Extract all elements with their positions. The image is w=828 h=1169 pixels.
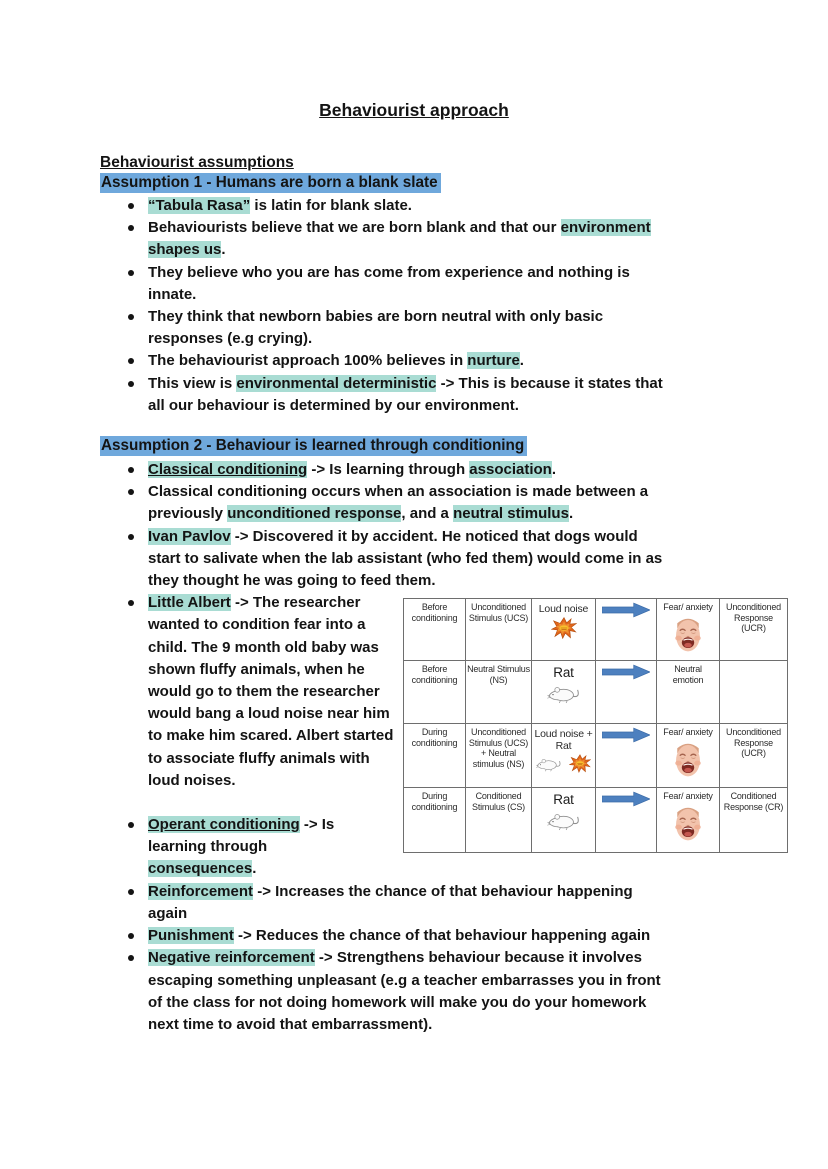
- arrow-right-icon: [602, 664, 650, 680]
- highlighted-term: nurture: [467, 352, 520, 370]
- text-run: .: [252, 860, 257, 878]
- arrow-right-icon: [602, 602, 650, 618]
- text-run: .: [551, 461, 556, 479]
- cell-response-type: Unconditioned Response (UCR): [720, 724, 788, 788]
- text-run: .: [221, 241, 226, 259]
- cell-stimulus: [532, 724, 596, 788]
- highlighted-term: Ivan Pavlov: [148, 527, 231, 545]
- text-run: .: [568, 505, 574, 523]
- text-run: is latin for blank slate.: [250, 197, 412, 214]
- bullet-punishment: [100, 925, 674, 947]
- highlighted-term: environmental deterministic: [236, 374, 437, 392]
- assumption-2-heading: Assumption 2 - Behaviour is learned through conditioning: [100, 436, 527, 456]
- stimulus-label: Rat: [553, 665, 574, 680]
- bullet-newborn: [100, 306, 674, 350]
- crying-baby-icon: [673, 615, 703, 653]
- cell-response-type: Unconditioned Response (UCR): [720, 599, 788, 661]
- cell-response: [657, 661, 720, 724]
- cell-arrow: [596, 788, 657, 853]
- table-row-during-ucs-ns: [404, 724, 788, 788]
- explosion-icon: [551, 617, 577, 639]
- cell-stimulus-type: Unconditioned Stimulus (UCS): [466, 599, 532, 661]
- assumption-2-heading-row: [100, 436, 828, 456]
- bullet-association-detail: [100, 481, 674, 525]
- assumption-1-list: [100, 195, 674, 417]
- arrow-right-icon: [602, 791, 650, 807]
- stimulus-label: Loud noise: [538, 603, 589, 615]
- text-run: -> Is learning through: [307, 461, 470, 479]
- highlighted-term: Little Albert: [148, 594, 231, 612]
- cell-stimulus: [532, 788, 596, 853]
- cell-phase: During conditioning: [404, 788, 466, 853]
- cell-response-type: [720, 661, 788, 724]
- text-run: -> The researcher wanted to condition fear into a child. The 9 month old baby was shown fluffy animals, when he would go to them the researcher would bang a loud noise near him to make him scared. Albert started to associate fluffy animals with loud noises.: [148, 594, 394, 789]
- bullet-reinforcement: [100, 881, 674, 925]
- cell-stimulus-type: Neutral Stimulus (NS): [466, 661, 532, 724]
- bullet-ivan-pavlov: [100, 526, 674, 593]
- bullet-determinism: [100, 373, 674, 417]
- cell-phase: Before conditioning: [404, 661, 466, 724]
- cell-arrow: [596, 599, 657, 661]
- response-label: Fear/ anxiety: [663, 727, 713, 737]
- bullet-nurture: [100, 350, 674, 372]
- cell-stimulus-type: Unconditioned Stimulus (UCS) + Neutral stimulus (NS): [466, 724, 532, 788]
- rat-icon: [536, 755, 562, 772]
- bullet-environment: [100, 217, 674, 261]
- rat-icon: [547, 682, 581, 704]
- text-run: This view is: [148, 374, 237, 392]
- bullet-operant-conditioning: [100, 814, 378, 881]
- page-title: Behaviourist approach: [319, 100, 509, 120]
- text-run: -> This is because it states that all our behaviour is determined by our environment.: [148, 374, 663, 414]
- text-run: They believe who you are has come from experience and nothing is innate.: [148, 263, 630, 303]
- table-row-before-ucs: [404, 599, 788, 661]
- section-heading-row: [100, 153, 828, 172]
- conditioning-table: [403, 598, 788, 853]
- bullet-little-albert: [100, 592, 400, 792]
- highlighted-term: environment shapes us: [148, 219, 651, 259]
- cell-response: [657, 724, 720, 788]
- highlighted-term: Negative reinforcement: [148, 949, 315, 967]
- cell-stimulus: [532, 599, 596, 661]
- cell-response-type: Conditioned Response (CR): [720, 788, 788, 853]
- highlighted-term: “Tabula Rasa”: [148, 197, 251, 214]
- text-run: , and a: [401, 505, 454, 523]
- highlighted-term: Reinforcement: [148, 882, 254, 900]
- text-run: -> Increases the chance of that behaviour happening again: [148, 882, 633, 922]
- crying-baby-icon: [673, 804, 703, 842]
- assumption-1-heading-row: [100, 173, 828, 193]
- highlighted-term: consequences: [148, 860, 253, 878]
- bullet-negative-reinforcement: [100, 947, 674, 1036]
- highlighted-term: Operant conditioning: [148, 816, 300, 834]
- cell-response: [657, 788, 720, 853]
- highlighted-term: unconditioned response: [227, 505, 402, 523]
- crying-baby-icon: [673, 740, 703, 778]
- title-row: [0, 0, 828, 122]
- cell-response: [657, 599, 720, 661]
- explosion-icon: [569, 754, 591, 773]
- text-run: -> Reduces the chance of that behaviour happening again: [233, 927, 651, 945]
- text-run: .: [519, 352, 524, 370]
- cell-stimulus: [532, 661, 596, 724]
- text-run: -> Strengthens behaviour because it involves escaping something unpleasant (e.g a teacher embarrasses you in front of the class for not doing homework will make you do your homework next time to avoid that embarrassment).: [148, 949, 661, 1033]
- response-label: Neutral emotion: [672, 664, 704, 685]
- text-run: -> Is learning through: [148, 816, 335, 856]
- response-label: Fear/ anxiety: [663, 791, 713, 801]
- section-heading: Behaviourist assumptions: [100, 154, 294, 171]
- highlighted-term: association: [469, 461, 552, 479]
- text-run: -> Discovered it by accident. He noticed that dogs would start to salivate when the lab assistant (who fed them) would come in as they thought he was going to feed them.: [148, 527, 663, 590]
- bullet-tabula-rasa: [100, 195, 674, 217]
- text-run: Classical conditioning occurs when an association is made between a previously: [148, 483, 649, 523]
- text-run: The behaviourist approach 100% believes in: [148, 352, 468, 370]
- assumption-1-heading: Assumption 1 - Humans are born a blank slate: [100, 173, 441, 193]
- bullet-classical-conditioning: [100, 459, 674, 481]
- cell-phase: During conditioning: [404, 724, 466, 788]
- cell-stimulus-type: Conditioned Stimulus (CS): [466, 788, 532, 853]
- text-run: They think that newborn babies are born neutral with only basic responses (e.g crying).: [148, 308, 604, 348]
- bullet-experience: [100, 262, 674, 306]
- table-row-before-ns: [404, 661, 788, 724]
- cell-phase: Before conditioning: [404, 599, 466, 661]
- arrow-right-icon: [602, 727, 650, 743]
- table-row-during-cs: [404, 788, 788, 853]
- highlighted-term: neutral stimulus: [453, 505, 569, 523]
- cell-arrow: [596, 724, 657, 788]
- response-label: Fear/ anxiety: [663, 602, 713, 612]
- text-run: Behaviourists believe that we are born blank and that our: [148, 219, 561, 237]
- cell-arrow: [596, 661, 657, 724]
- rat-icon: [547, 809, 581, 831]
- stimulus-label: Rat: [553, 792, 574, 807]
- highlighted-term: Classical conditioning: [148, 461, 308, 479]
- stimulus-label: Loud noise + Rat: [534, 728, 593, 752]
- highlighted-term: Punishment: [148, 927, 234, 945]
